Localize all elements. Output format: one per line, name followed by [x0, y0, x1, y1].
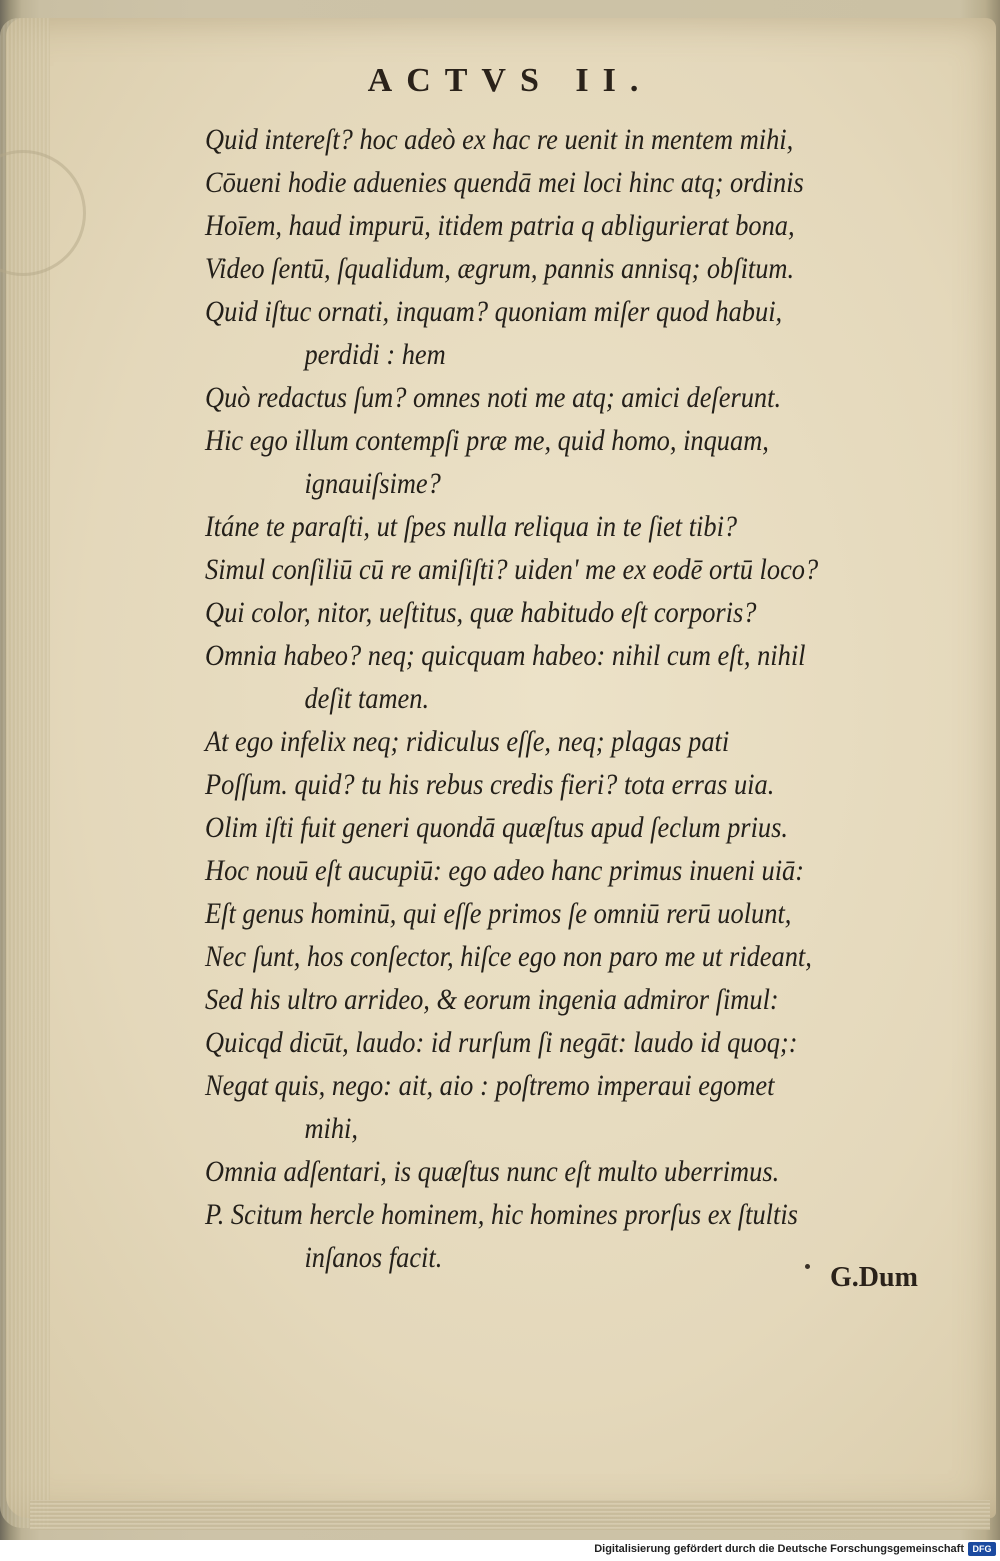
verse-line-continuation: inſanos facit.	[304, 1241, 443, 1274]
footer-credit: Digitalisierung gefördert durch die Deutsche Forschungsgemeinschaft	[594, 1543, 964, 1555]
verse-line: Hoīem, haud impurū, itidem patria q abligurierat bona,	[205, 209, 795, 242]
verse-line: Simul conſiliū cū re amiſiſti? uiden' me ex eodē ortū loco?	[205, 553, 819, 586]
digitization-footer	[0, 1540, 1000, 1561]
verse-line: At ego infelix neq; ridiculus eſſe, neq; plagas pati	[205, 725, 730, 758]
verse-line: Hic ego illum contempſi præ me, quid homo, inquam,	[205, 424, 769, 457]
verse-line: Olim iſti fuit generi quondā quæſtus apud ſeclum prius.	[205, 811, 788, 844]
verse-line: Omnia habeo? neq; quicquam habeo: nihil cum eſt, nihil	[205, 639, 806, 672]
verse-line: Itáne te paraſti, ut ſpes nulla reliqua in te ſiet tibi?	[205, 510, 738, 543]
verse-line: Nec ſunt, hos conſector, hiſce ego non paro me ut rideant,	[205, 940, 812, 973]
verse-line-continuation: ignauiſsime?	[304, 467, 441, 500]
verse-line: Cōueni hodie aduenies quendā mei loci hinc atq; ordinis	[205, 166, 804, 199]
verse-line-continuation: mihi,	[304, 1112, 358, 1145]
verse-line: Quicqd dicūt, laudo: id rurſum ſi negāt: laudo id quoq;:	[205, 1026, 798, 1059]
ornament-dot	[805, 1264, 810, 1269]
verse-line: Omnia adſentari, is quæſtus nunc eſt multo uberrimus.	[205, 1155, 780, 1188]
verse-line: Hoc nouū eſt aucupiū: ego adeo hanc primus inueni uiā:	[205, 854, 805, 887]
verse-line: Poſſum. quid? tu his rebus credis fieri? tota erras uia.	[205, 768, 775, 801]
verse-line: Negat quis, nego: ait, aio : poſtremo imperaui egomet	[205, 1069, 775, 1102]
verse-line-continuation: deſit tamen.	[304, 682, 430, 715]
verse-text	[205, 118, 874, 1279]
verse-line: P. Scitum hercle hominem, hic homines prorſus ex ſtultis	[205, 1198, 798, 1231]
dfg-logo-icon: DFG	[968, 1542, 996, 1556]
running-header: ACTVS II.	[367, 62, 653, 99]
verse-line: Quid iſtuc ornati, inquam? quoniam miſer quod habui,	[205, 295, 783, 328]
verse-line: Qui color, nitor, ueſtitus, quæ habitudo eſt corporis?	[205, 596, 757, 629]
verse-line: Quid intereſt? hoc adeò ex hac re uenit in mentem mihi,	[205, 123, 794, 156]
verse-line-continuation: perdidi : hem	[304, 338, 446, 371]
verse-line: Eſt genus hominū, qui eſſe primos ſe omniū rerū uolunt,	[205, 897, 792, 930]
verse-line: Sed his ultro arrideo, & eorum ingenia admiror ſimul:	[205, 983, 779, 1016]
verse-line: Quò redactus ſum? omnes noti me atq; amici deſerunt.	[205, 381, 782, 414]
verse-line: Video ſentū, ſqualidum, ægrum, pannis annisq; obſitum.	[205, 252, 795, 285]
catchword: G.Dum	[830, 1262, 918, 1293]
page-bottom-edges	[30, 1500, 990, 1530]
